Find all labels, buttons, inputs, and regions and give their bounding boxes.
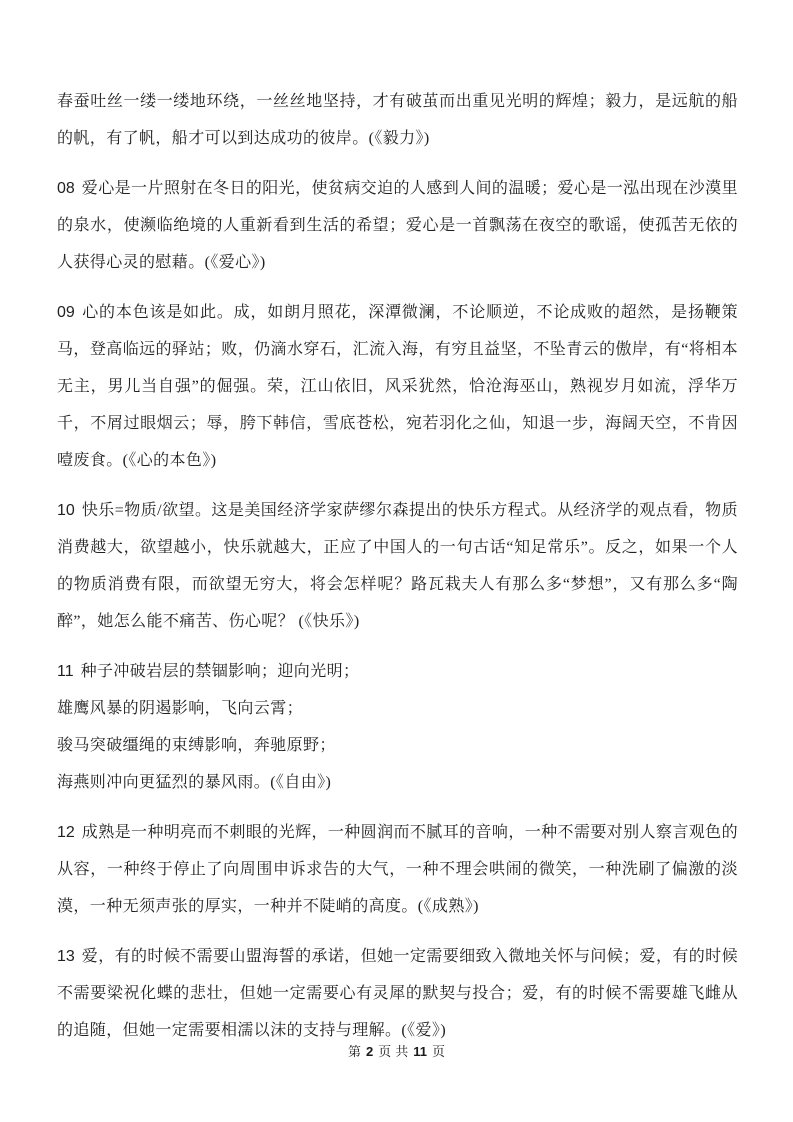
paragraph-text: 心的本色该是如此。成，如朗月照花，深潭微澜，不论顺逆，不论成败的超然，是扬鞭策马，登高临远的驿站；败，仍滴水穿石，汇流入海，有穷且益坚，不坠青云的傲岸，有“将相本无主，男儿当自强”的倔强。荣，江山依旧，风采犹然，恰沧海巫山，熟视岁月如流，浮华万千，不屑过眼烟云；辱，胯下韩信，雪底苍松，宛若羽化之仙，知退一步，海阔天空，不肯因噎废食。(《心的本色》) <box>57 304 738 469</box>
paragraph-number: 10 <box>57 502 75 519</box>
paragraph-10-kuaile <box>57 492 738 640</box>
paragraph-number: 11 <box>57 663 74 680</box>
poem-line <box>57 727 738 764</box>
paragraph-11-ziyou <box>57 653 738 801</box>
paragraph-number: 09 <box>57 304 75 321</box>
page-footer <box>0 1042 793 1062</box>
paragraph-number: 08 <box>57 180 75 197</box>
footer-label: 共 <box>395 1044 409 1059</box>
footer-label: 第 <box>347 1044 361 1059</box>
paragraph-number: 12 <box>57 824 75 841</box>
footer-label: 页 <box>432 1044 446 1059</box>
footer-label: 页 <box>378 1044 392 1059</box>
paragraph-08-aixin <box>57 170 738 281</box>
paragraph-number: 13 <box>57 948 75 965</box>
paragraph-text: 爱心是一片照射在冬日的阳光，使贫病交迫的人感到人间的温暖；爱心是一泓出现在沙漠里的泉水，使濒临绝境的人重新看到生活的希望；爱心是一首飘荡在夜空的歌谣，使孤苦无依的人获得心灵的慰藉。(《爱心》) <box>57 180 738 271</box>
poem-line <box>57 653 738 690</box>
paragraph-13-ai <box>57 938 738 1049</box>
poem-line-text: 雄鹰风暴的阴遏影响，飞向云霄； <box>57 700 304 717</box>
poem-line-text: 种子冲破岩层的禁锢影响；迎向光明； <box>80 663 360 680</box>
footer-page-number: 2 <box>365 1044 374 1059</box>
poem-line-text: 海燕则冲向更猛烈的暴风雨。(《自由》) <box>57 774 332 791</box>
paragraph-09-xindebense <box>57 294 738 479</box>
paragraph-text: 快乐=物质/欲望。这是美国经济学家萨缪尔森提出的快乐方程式。从经济学的观点看，物质消费越大，欲望越小，快乐就越大，正应了中国人的一句古话“知足常乐”。反之，如果一个人的物质消费有限，而欲望无穷大，将会怎样呢？路瓦栽夫人有那么多“梦想”，又有那么多“陶醉”，她怎么能不痛苦、伤心呢？ (《快乐》) <box>57 502 738 630</box>
poem-line-text: 骏马突破缰绳的束缚影响，奔驰原野； <box>57 737 336 754</box>
poem-line <box>57 764 738 801</box>
paragraph-text: 成熟是一种明亮而不刺眼的光辉，一种圆润而不腻耳的音响，一种不需要对别人察言观色的从容，一种终于停止了向周围申诉求告的大气，一种不理会哄闹的微笑，一种洗刷了偏激的淡漠，一种无须声张的厚实，一种并不陡峭的高度。(《成熟》) <box>57 824 738 915</box>
paragraph-yili-continuation <box>57 83 738 157</box>
paragraph-text: 春蚕吐丝一缕一缕地环绕，一丝丝地坚持，才有破茧而出重见光明的辉煌；毅力，是远航的船的帆，有了帆，船才可以到达成功的彼岸。(《毅力》) <box>57 93 738 147</box>
footer-total-pages: 11 <box>413 1044 427 1059</box>
poem-line <box>57 690 738 727</box>
paragraph-text: 爱，有的时候不需要山盟海誓的承诺，但她一定需要细致入微地关怀与问候；爱，有的时候不需要梁祝化蝶的悲壮，但她一定需要心有灵犀的默契与投合；爱，有的时候不需要雄飞雌从的追随，但她一定需要相濡以沫的支持与理解。(《爱》) <box>57 948 738 1039</box>
paragraph-12-chengshu <box>57 814 738 925</box>
document-body <box>57 83 738 1062</box>
